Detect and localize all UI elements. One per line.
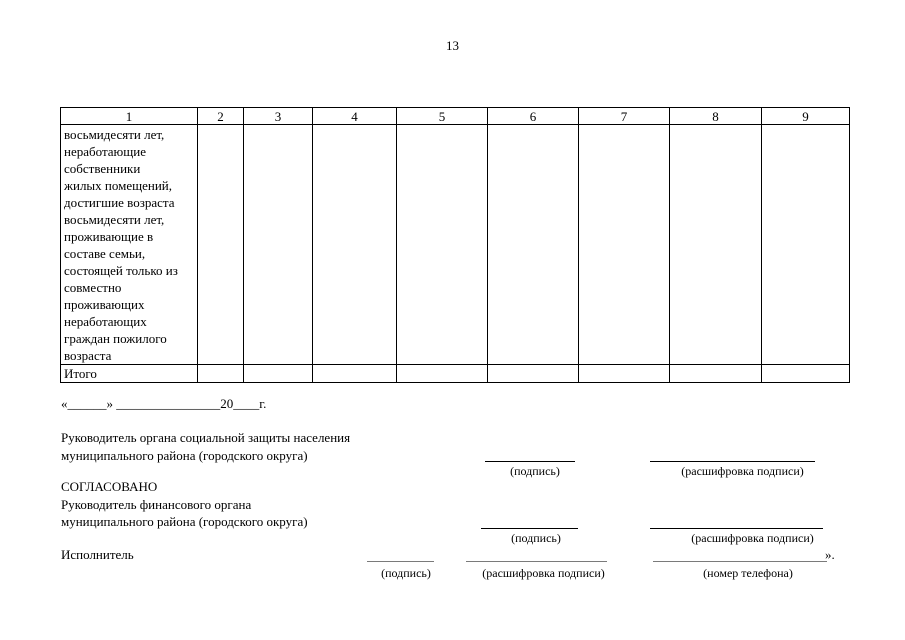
description-line: совместно [64,280,122,295]
table-cell [670,125,762,365]
executor-decoding-line [466,561,607,562]
social-signature-caption: (подпись) [510,464,560,478]
date-month-blank: ________________ [116,396,221,411]
table-row [61,125,850,365]
agreed-signature-caption: (подпись) [511,531,561,545]
date-year-prefix: 20 [220,396,234,411]
date-line [61,396,266,412]
table-cell [244,365,313,383]
table-cell [198,365,244,383]
description-line: проживающие в [64,229,154,244]
social-head-title-line1: Руководитель органа социальной защиты населения [61,430,351,445]
agreed-line1: Руководитель финансового органа [61,497,252,512]
column-header: 3 [244,108,313,125]
table-cell [670,365,762,383]
column-header: 8 [670,108,762,125]
date-year-suffix: г. [259,396,267,411]
column-header: 1 [61,108,198,125]
social-decoding-caption: (расшифровка подписи) [681,464,804,478]
table-cell [488,365,579,383]
column-header: 4 [313,108,397,125]
social-decoding-line [650,461,815,462]
table-cell [198,125,244,365]
agreed-signature-line [481,528,578,529]
total-label: Итого [61,365,198,383]
column-header: 9 [762,108,850,125]
column-header: 6 [488,108,579,125]
description-line: состоящей только из [64,263,178,278]
table-cell [488,125,579,365]
total-row [61,365,850,383]
description-line: неработающих [64,314,147,329]
description-line: составе семьи, [64,246,146,261]
executor-signature-line [367,561,434,562]
column-header: 5 [397,108,488,125]
data-table [60,107,850,383]
table-header-row [61,108,850,125]
table-cell [397,365,488,383]
description-line: жилых помещений, [64,178,173,193]
executor-label: Исполнитель [61,547,134,562]
date-year-blank: ____ [233,396,260,411]
table-cell [244,125,313,365]
table-cell [762,125,850,365]
column-header: 7 [579,108,670,125]
agreed-decoding-line [650,528,823,529]
table-cell [397,125,488,365]
executor-signature-caption: (подпись) [381,566,431,580]
table-cell [313,125,397,365]
table-cell [313,365,397,383]
description-line: собственники [64,161,141,176]
table-cell [579,125,670,365]
description-line: восьмидесяти лет, [64,127,165,142]
description-line: граждан пожилого [64,331,167,346]
agreed-decoding-caption: (расшифровка подписи) [691,531,814,545]
agreed-line2: муниципального района (городского округа) [61,514,308,529]
description-line: достигшие возраста [64,195,175,210]
social-signature-line [485,461,575,462]
table-cell [762,365,850,383]
executor-phone-end: ». [825,547,835,562]
column-header: 2 [198,108,244,125]
date-day-blank: ______ [67,396,107,411]
social-head-title-line2: муниципального района (городского округа) [61,448,308,463]
category-description-cell [61,125,198,365]
description-line: восьмидесяти лет, [64,212,165,227]
description-line: возраста [64,348,112,363]
executor-decoding-caption: (расшифровка подписи) [482,566,605,580]
description-line: проживающих [64,297,145,312]
executor-phone-line [653,561,827,562]
table-cell [579,365,670,383]
executor-phone-caption: (номер телефона) [703,566,793,580]
date-close-quote: » [106,396,113,411]
page-number: 13 [446,38,459,53]
description-line: неработающие [64,144,146,159]
agreed-title: СОГЛАСОВАНО [61,479,158,494]
date-open-quote: « [61,396,68,411]
